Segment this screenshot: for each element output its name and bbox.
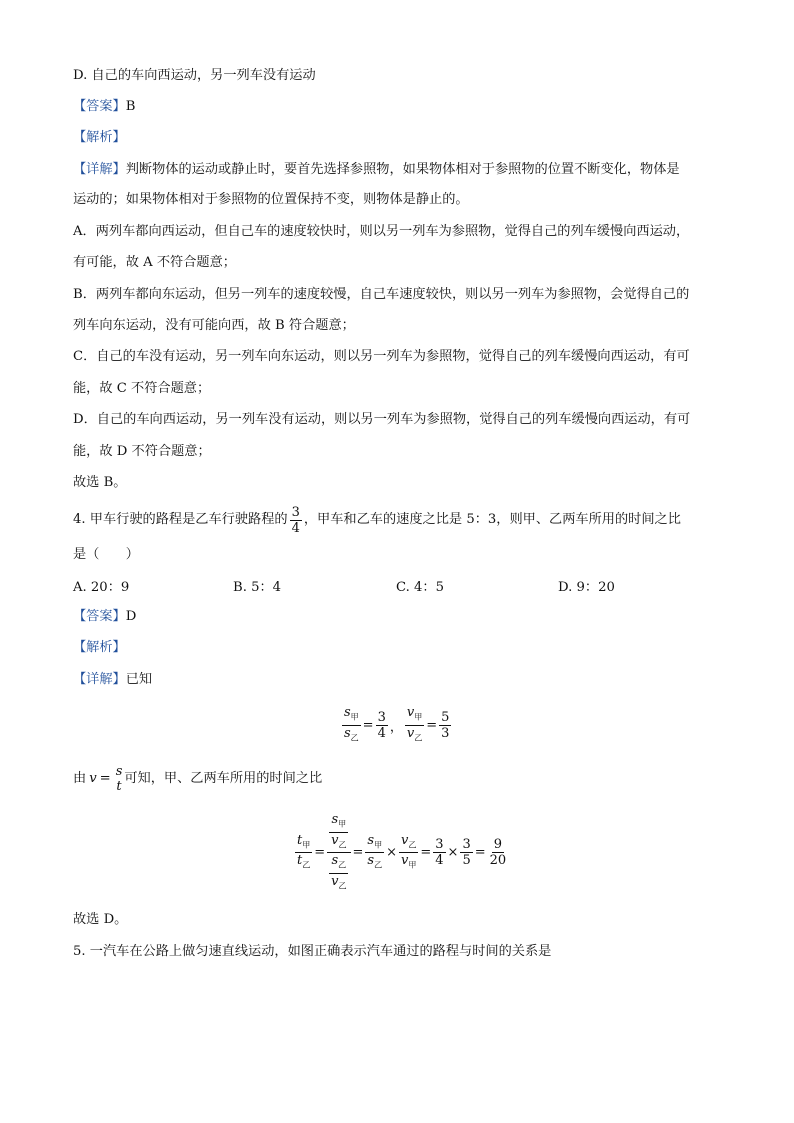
detail-tag: 【详解】 — [73, 162, 126, 177]
jia-sub: 甲 — [408, 860, 417, 870]
q4-frac-den: 4 — [291, 520, 300, 536]
detail-tag-2: 【详解】 — [73, 672, 126, 687]
known-ratio-equation — [340, 705, 453, 745]
jia-sub: 甲 — [302, 840, 311, 850]
question-4-end: 是（ ） — [73, 547, 139, 562]
s-var: s — [367, 853, 375, 869]
yi-sub: 乙 — [408, 840, 417, 850]
eq-sign: = — [352, 845, 364, 861]
den: 3 — [441, 725, 450, 741]
yi-sub: 乙 — [374, 860, 383, 870]
jia-sub: 甲 — [338, 819, 347, 829]
v-ratio — [405, 705, 424, 745]
five-thirds — [439, 710, 451, 741]
t-var: t — [116, 779, 122, 794]
q4-option-c: C. 4：5 — [396, 580, 444, 595]
answer-tag-2: 【答案】 — [73, 609, 126, 624]
s-over-t — [116, 764, 123, 794]
s-var: s — [115, 764, 123, 779]
eq-sign: = — [474, 845, 486, 861]
num: 9 — [493, 837, 503, 853]
t-ratio — [295, 833, 312, 873]
den: 4 — [435, 853, 444, 869]
detail-known — [73, 671, 152, 689]
yi-sub: 乙 — [414, 733, 423, 743]
analysis-tag: 【解析】 — [73, 130, 126, 145]
eq-sign: = — [420, 845, 432, 861]
jia-sub: 甲 — [374, 840, 383, 850]
eq-sign: = — [314, 845, 326, 861]
formula-line — [73, 763, 322, 795]
s-var: s — [344, 705, 351, 720]
jia-sub: 甲 — [350, 712, 359, 722]
choose-d: 故选 D。 — [73, 912, 128, 927]
q4-option-a: A. 20：9 — [73, 580, 130, 595]
v-var: v — [406, 705, 415, 720]
three-fifths — [460, 837, 472, 868]
answer-line-2 — [73, 608, 136, 626]
s-var: s — [344, 725, 351, 741]
sep: ， — [389, 719, 403, 735]
jia-sub: 甲 — [414, 712, 423, 722]
yi-sub: 乙 — [338, 860, 347, 870]
answer-line — [73, 98, 135, 116]
option-b-explain-1: B．两列车都向东运动，但另一列车的速度较慢，自己车速度较快，则以另一列车为参照物，会觉得自己的 — [73, 287, 690, 302]
option-c-explain-2: 能，故 C 不符合题意； — [73, 381, 211, 396]
detail-line-1 — [73, 161, 680, 179]
question-5-stem: 5. 一汽车在公路上做匀速直线运动，如图正确表示汽车通过的路程与时间的关系是 — [73, 944, 552, 959]
s-ratio-2 — [365, 833, 384, 873]
t-var: t — [297, 832, 303, 848]
answer-value-2: D — [125, 609, 137, 624]
option-a-explain-2: 有可能，故 A 不符合题意； — [73, 255, 236, 270]
answer-tag: 【答案】 — [73, 99, 126, 114]
q4-text-a: 4. 甲车行驶的路程是乙车行驶路程的 — [73, 512, 288, 527]
v-var: v — [400, 853, 409, 869]
answer-value: B — [125, 99, 136, 114]
den: 4 — [377, 725, 386, 741]
three-quarters-2 — [433, 837, 445, 868]
times-sign: × — [386, 845, 397, 861]
upper-frac — [327, 812, 350, 853]
q4-frac-num: 3 — [291, 504, 300, 520]
lower-frac — [327, 853, 350, 893]
q4-fraction — [290, 505, 302, 536]
t-var: t — [297, 853, 303, 869]
time-ratio-equation — [293, 812, 510, 893]
yi-sub: 乙 — [350, 733, 359, 743]
v-ratio-inv — [399, 833, 418, 873]
known-text: 已知 — [125, 672, 153, 687]
den: 20 — [489, 853, 507, 869]
times-sign: × — [447, 845, 459, 861]
you-text: 由 — [73, 771, 87, 786]
three-quarters — [376, 710, 388, 741]
s-var: s — [367, 832, 375, 848]
yi-sub: 乙 — [338, 881, 347, 891]
num: 5 — [441, 709, 450, 725]
yi-sub: 乙 — [338, 840, 347, 850]
s-var: s — [331, 853, 339, 869]
detail-text: 判断物体的运动或静止时，要首先选择参照物，如果物体相对于参照物的位置不断变化，物体是 — [125, 162, 680, 177]
choose-b: 故选 B。 — [73, 475, 127, 490]
option-d-text: D. 自己的车向西运动，另一列车没有运动 — [73, 68, 316, 83]
complex-fraction — [327, 812, 350, 893]
q4-option-d: D. 9：20 — [558, 580, 615, 595]
option-b-explain-2: 列车向东运动，没有可能向西，故 B 符合题意； — [73, 318, 355, 333]
s-ratio — [342, 705, 361, 745]
option-c-explain-1: C．自己的车没有运动，另一列车向东运动，则以另一列车为参照物，觉得自己的列车缓慢向西运动，有可 — [73, 349, 690, 364]
option-d-explain-2: 能，故 D 不符合题意； — [73, 444, 211, 459]
v-var: v — [331, 873, 339, 889]
q4-option-b: B. 5：4 — [233, 580, 282, 595]
eq-sign: = — [426, 717, 438, 733]
v-var: v — [406, 725, 415, 741]
option-d-explain-1: D．自己的车向西运动，另一列车没有运动，则以另一列车为参照物，觉得自己的列车缓慢向西运动，有可 — [73, 412, 691, 427]
yi-sub: 乙 — [302, 860, 311, 870]
q4-text-b: ，甲车和乙车的速度之比是 5：3，则甲、乙两车所用的时间之比 — [303, 512, 681, 527]
v-var: v — [331, 832, 339, 848]
question-4-stem — [73, 502, 681, 538]
v-var: v — [400, 832, 409, 848]
v-var: v — [89, 771, 97, 786]
eq-sign: = — [99, 771, 111, 786]
result-fraction — [488, 837, 509, 868]
option-a-explain-1: A．两列车都向西运动，但自己车的速度较快时，则以另一列车为参照物，觉得自己的列车缓慢向西运动， — [73, 224, 690, 239]
eq-sign: = — [362, 717, 374, 733]
num: 3 — [435, 837, 444, 853]
num: 3 — [462, 837, 471, 853]
num: 3 — [377, 709, 386, 725]
ratio-text: 可知，甲、乙两车所用的时间之比 — [124, 771, 323, 786]
den: 5 — [462, 853, 471, 869]
detail-line-2: 运动的；如果物体相对于参照物的位置保持不变，则物体是静止的。 — [73, 192, 469, 207]
analysis-tag-2: 【解析】 — [73, 640, 126, 655]
s-var: s — [331, 812, 339, 827]
